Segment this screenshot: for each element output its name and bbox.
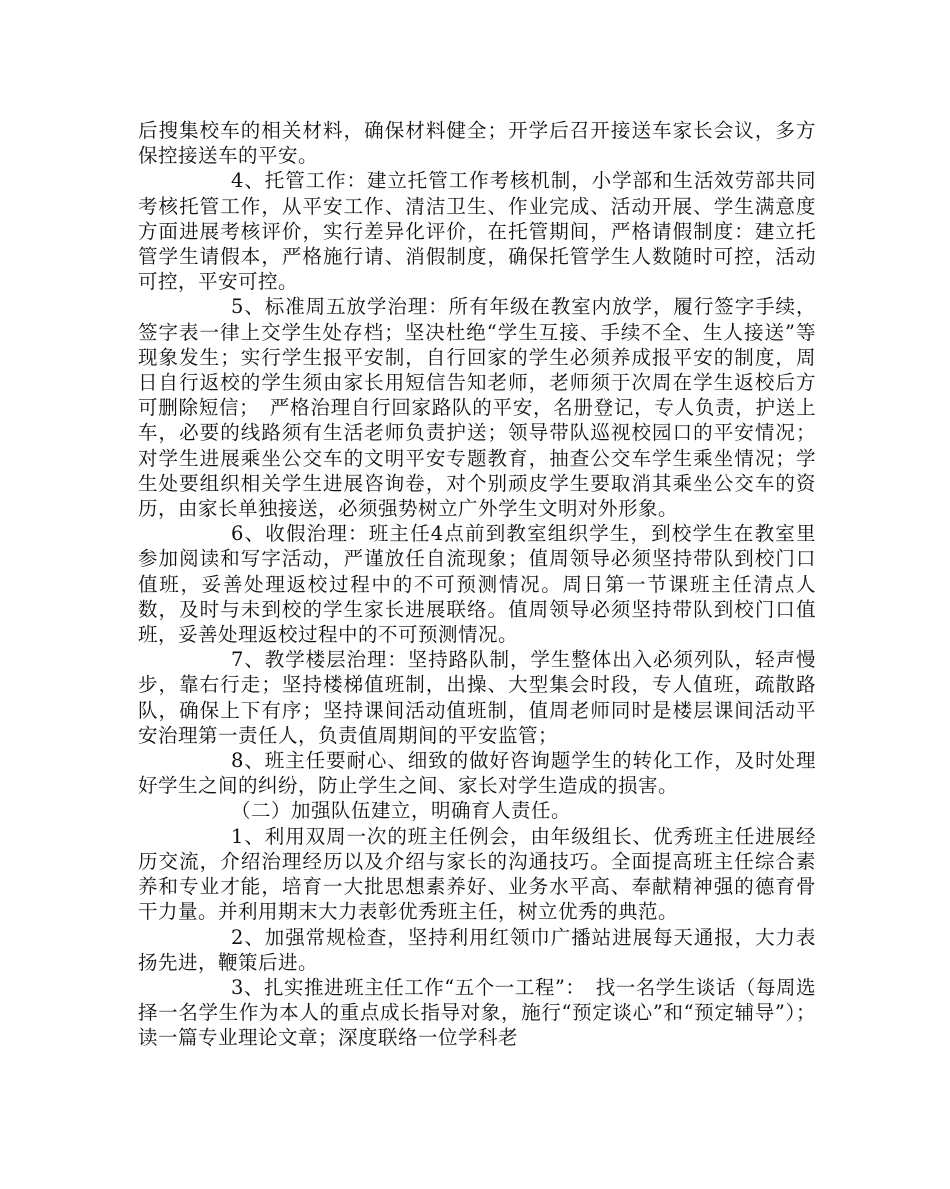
document-body bbox=[138, 118, 816, 1051]
section-heading: （二）加强队伍建立，明确育人责任。 bbox=[231, 799, 572, 823]
paragraph-item-2: 2、加强常规检查，坚持利用红领巾广播站进展每天通报，大力表扬先进，鞭策后进。 bbox=[138, 925, 816, 974]
paragraph-item-6: 6、收假治理：班主任4点前到教室组织学生，到校学生在教室里参加阅读和写字活动，严谨放任自流现象；值周领导必须坚持带队到校门口值班，妥善处理返校过程中的不可预测情况。周日第一节课班主任清点人数，及时与未到校的学生家长进展联络。值周领导必须坚持带队到校门口值班，妥善处理返校过程中的不可预测情况。 bbox=[138, 522, 816, 647]
paragraph-item-1: 1、利用双周一次的班主任例会，由年级组长、优秀班主任进展经历交流，介绍治理经历以及介绍与家长的沟通技巧。全面提高班主任综合素养和专业才能，培育一大批思想素养好、业务水平高、奉献精神强的德育骨干力量。并利用期末大力表彰优秀班主任，树立优秀的典范。 bbox=[138, 824, 816, 924]
paragraph-continuation: 后搜集校车的相关材料，确保材料健全；开学后召开接送车家长会议，多方保控接送车的平安。 bbox=[138, 119, 816, 168]
paragraph-item-7: 7、教学楼层治理：坚持路队制，学生整体出入必须列队，轻声慢步，靠右行走；坚持楼梯值班制，出操、大型集会时段，专人值班，疏散路队，确保上下有序；坚持课间活动值班制，值周老师同时是楼层课间活动平安治理第一责任人，负责值周期间的平安监管； bbox=[138, 648, 816, 747]
paragraph-item-4: 4、托管工作：建立托管工作考核机制，小学部和生活效劳部共同考核托管工作，从平安工作、清洁卫生、作业完成、活动开展、学生满意度方面进展考核评价，实行差异化评价，在托管期间，严格请假制度：建立托管学生请假本，严格施行请、消假制度，确保托管学生人数随时可控，活动可控，平安可控。 bbox=[138, 169, 816, 294]
paragraph-item-8: 8、班主任要耐心、细致的做好咨询题学生的转化工作，及时处理好学生之间的纠纷，防止学生之间、家长对学生造成的损害。 bbox=[138, 749, 816, 798]
paragraph-item-5: 5、标准周五放学治理：所有年级在教室内放学，履行签字手续，签字表一律上交学生处存档；坚决杜绝“学生互接、手续不全、生人接送”等现象发生；实行学生报平安制，自行回家的学生必须养成报平安的制度，周日自行返校的学生须由家长用短信告知老师，老师须于次周在学生返校后方可删除短信； 严格治理自行回家路队的平安，名册登记，专人负责，护送上车，必要的线路须有生活老师负责护送；领导带队巡视校园口的平安情况；对学生进展乘坐公交车的文明平安专题教育，抽查公交车学生乘坐情况；学生处要组织相关学生进展咨询卷，对个别顽皮学生要取消其乘坐公交车的资历，由家长单独接送，必须强势树立广外学生文明对外形象。 bbox=[138, 295, 816, 521]
paragraph-item-3: 3、扎实推进班主任工作“五个一工程”： 找一名学生谈话（每周选择一名学生作为本人的重点成长指导对象，施行“预定谈心”和“预定辅导”）；读一篇专业理论文章；深度联络一位学科老 bbox=[138, 975, 816, 1050]
